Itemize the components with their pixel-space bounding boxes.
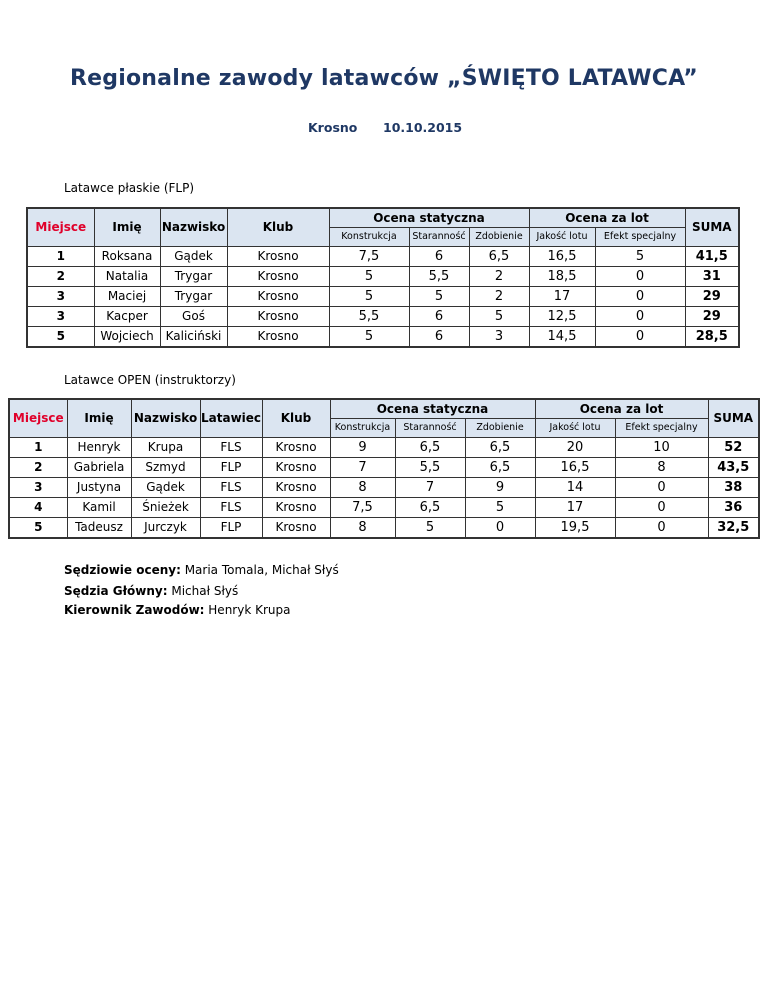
table-row <box>27 326 739 347</box>
header-jakosc-lotu: Jakość lotu <box>529 227 595 246</box>
table-row <box>9 457 759 477</box>
header-suma: SUMA <box>708 399 759 437</box>
header-suma: SUMA <box>685 208 739 246</box>
cell-suma: 41,5 <box>685 246 739 266</box>
cell-efekt-specjalny: 10 <box>615 437 708 457</box>
header-miejsce: Miejsce <box>27 208 94 246</box>
header-miejsce: Miejsce <box>9 399 67 437</box>
cell-konstrukcja: 8 <box>330 517 395 538</box>
header-starannosc: Staranność <box>395 418 465 437</box>
cell-klub: Krosno <box>262 457 330 477</box>
cell-efekt-specjalny: 0 <box>595 286 685 306</box>
cell-suma: 52 <box>708 437 759 457</box>
cell-nazwisko: Śnieżek <box>131 497 200 517</box>
cell-konstrukcja: 5 <box>329 286 409 306</box>
cell-latawiec: FLP <box>200 517 262 538</box>
cell-zdobienie: 6,5 <box>469 246 529 266</box>
cell-starannosc: 7 <box>395 477 465 497</box>
cell-imie: Kamil <box>67 497 131 517</box>
header-klub: Klub <box>227 208 329 246</box>
cell-starannosc: 6,5 <box>395 437 465 457</box>
cell-starannosc: 5,5 <box>409 266 469 286</box>
cell-klub: Krosno <box>227 306 329 326</box>
cell-miejsce: 1 <box>9 437 67 457</box>
header-ocena-statyczna: Ocena statyczna <box>330 399 535 418</box>
cell-nazwisko: Gądek <box>131 477 200 497</box>
director-label: Kierownik Zawodów: <box>64 603 205 617</box>
cell-miejsce: 2 <box>9 457 67 477</box>
cell-nazwisko: Jurczyk <box>131 517 200 538</box>
cell-latawiec: FLS <box>200 497 262 517</box>
cell-zdobienie: 2 <box>469 266 529 286</box>
cell-suma: 29 <box>685 286 739 306</box>
header-ocena-statyczna: Ocena statyczna <box>329 208 529 227</box>
cell-konstrukcja: 8 <box>330 477 395 497</box>
cell-efekt-specjalny: 0 <box>615 497 708 517</box>
cell-jakosc-lotu: 18,5 <box>529 266 595 286</box>
cell-konstrukcja: 5 <box>329 326 409 347</box>
cell-miejsce: 3 <box>9 477 67 497</box>
cell-jakosc-lotu: 12,5 <box>529 306 595 326</box>
header-nazwisko: Nazwisko <box>131 399 200 437</box>
header-latawiec: Latawiec <box>200 399 262 437</box>
table-row <box>9 497 759 517</box>
cell-efekt-specjalny: 0 <box>615 517 708 538</box>
table-row <box>9 477 759 497</box>
director-line <box>64 603 290 617</box>
cell-zdobienie: 3 <box>469 326 529 347</box>
judges-value: Maria Tomala, Michał Słyś <box>180 563 339 577</box>
cell-zdobienie: 5 <box>465 497 535 517</box>
cell-jakosc-lotu: 14 <box>535 477 615 497</box>
cell-klub: Krosno <box>262 437 330 457</box>
cell-klub: Krosno <box>262 477 330 497</box>
cell-miejsce: 1 <box>27 246 94 266</box>
event-date: 10.10.2015 <box>383 120 463 135</box>
cell-imie: Gabriela <box>67 457 131 477</box>
cell-miejsce: 5 <box>9 517 67 538</box>
table-row <box>27 306 739 326</box>
page-title: Regionalne zawody latawców „ŚWIĘTO LATAWCA” <box>70 66 698 91</box>
cell-jakosc-lotu: 16,5 <box>529 246 595 266</box>
cell-imie: Justyna <box>67 477 131 497</box>
cell-konstrukcja: 7 <box>330 457 395 477</box>
results-table-open <box>8 398 760 539</box>
cell-zdobienie: 2 <box>469 286 529 306</box>
section-label-flp: Latawce płaskie (FLP) <box>64 181 195 195</box>
table-row <box>27 286 739 306</box>
cell-zdobienie: 6,5 <box>465 437 535 457</box>
cell-jakosc-lotu: 17 <box>529 286 595 306</box>
cell-konstrukcja: 5 <box>329 266 409 286</box>
cell-imie: Henryk <box>67 437 131 457</box>
cell-latawiec: FLS <box>200 437 262 457</box>
cell-starannosc: 5,5 <box>395 457 465 477</box>
header-ocena-za-lot: Ocena za lot <box>529 208 685 227</box>
cell-efekt-specjalny: 0 <box>615 477 708 497</box>
chief-judge-value: Michał Słyś <box>167 584 239 598</box>
cell-efekt-specjalny: 5 <box>595 246 685 266</box>
cell-miejsce: 3 <box>27 286 94 306</box>
cell-efekt-specjalny: 0 <box>595 326 685 347</box>
cell-nazwisko: Krupa <box>131 437 200 457</box>
cell-jakosc-lotu: 19,5 <box>535 517 615 538</box>
cell-suma: 38 <box>708 477 759 497</box>
cell-nazwisko: Goś <box>160 306 227 326</box>
judges-label: Sędziowie oceny: <box>64 563 181 577</box>
director-value: Henryk Krupa <box>204 603 291 617</box>
cell-klub: Krosno <box>262 497 330 517</box>
cell-konstrukcja: 9 <box>330 437 395 457</box>
cell-starannosc: 6 <box>409 306 469 326</box>
chief-judge-line <box>64 584 238 598</box>
header-zdobienie: Zdobienie <box>465 418 535 437</box>
header-konstrukcja: Konstrukcja <box>330 418 395 437</box>
cell-klub: Krosno <box>227 326 329 347</box>
cell-suma: 32,5 <box>708 517 759 538</box>
header-jakosc-lotu: Jakość lotu <box>535 418 615 437</box>
cell-starannosc: 5 <box>409 286 469 306</box>
cell-zdobienie: 5 <box>469 306 529 326</box>
cell-jakosc-lotu: 14,5 <box>529 326 595 347</box>
header-efekt-specjalny: Efekt specjalny <box>615 418 708 437</box>
cell-klub: Krosno <box>227 246 329 266</box>
event-city: Krosno <box>308 120 358 135</box>
cell-starannosc: 6 <box>409 326 469 347</box>
header-zdobienie: Zdobienie <box>469 227 529 246</box>
cell-latawiec: FLP <box>200 457 262 477</box>
table-row <box>27 266 739 286</box>
cell-efekt-specjalny: 8 <box>615 457 708 477</box>
cell-jakosc-lotu: 16,5 <box>535 457 615 477</box>
cell-jakosc-lotu: 17 <box>535 497 615 517</box>
header-ocena-za-lot: Ocena za lot <box>535 399 708 418</box>
cell-klub: Krosno <box>227 266 329 286</box>
cell-nazwisko: Trygar <box>160 286 227 306</box>
cell-suma: 31 <box>685 266 739 286</box>
cell-efekt-specjalny: 0 <box>595 306 685 326</box>
cell-miejsce: 5 <box>27 326 94 347</box>
cell-imie: Roksana <box>94 246 160 266</box>
cell-imie: Tadeusz <box>67 517 131 538</box>
section-label-open: Latawce OPEN (instruktorzy) <box>64 373 236 387</box>
header-imie: Imię <box>67 399 131 437</box>
cell-efekt-specjalny: 0 <box>595 266 685 286</box>
cell-konstrukcja: 7,5 <box>330 497 395 517</box>
cell-konstrukcja: 5,5 <box>329 306 409 326</box>
judges-line <box>64 563 339 577</box>
cell-imie: Wojciech <box>94 326 160 347</box>
header-klub: Klub <box>262 399 330 437</box>
cell-imie: Maciej <box>94 286 160 306</box>
cell-zdobienie: 0 <box>465 517 535 538</box>
header-imie: Imię <box>94 208 160 246</box>
cell-suma: 29 <box>685 306 739 326</box>
cell-suma: 43,5 <box>708 457 759 477</box>
cell-klub: Krosno <box>262 517 330 538</box>
cell-nazwisko: Trygar <box>160 266 227 286</box>
cell-zdobienie: 9 <box>465 477 535 497</box>
cell-zdobienie: 6,5 <box>465 457 535 477</box>
cell-nazwisko: Gądek <box>160 246 227 266</box>
header-konstrukcja: Konstrukcja <box>329 227 409 246</box>
cell-konstrukcja: 7,5 <box>329 246 409 266</box>
cell-suma: 36 <box>708 497 759 517</box>
cell-nazwisko: Szmyd <box>131 457 200 477</box>
header-efekt-specjalny: Efekt specjalny <box>595 227 685 246</box>
cell-imie: Natalia <box>94 266 160 286</box>
table-row <box>9 437 759 457</box>
table-row <box>9 517 759 538</box>
chief-judge-label: Sędzia Główny: <box>64 584 168 598</box>
header-nazwisko: Nazwisko <box>160 208 227 246</box>
cell-nazwisko: Kaliciński <box>160 326 227 347</box>
cell-klub: Krosno <box>227 286 329 306</box>
cell-suma: 28,5 <box>685 326 739 347</box>
cell-miejsce: 4 <box>9 497 67 517</box>
cell-miejsce: 3 <box>27 306 94 326</box>
cell-miejsce: 2 <box>27 266 94 286</box>
cell-starannosc: 5 <box>395 517 465 538</box>
results-table-flp <box>26 207 740 348</box>
table-row <box>27 246 739 266</box>
cell-jakosc-lotu: 20 <box>535 437 615 457</box>
cell-starannosc: 6 <box>409 246 469 266</box>
cell-imie: Kacper <box>94 306 160 326</box>
cell-starannosc: 6,5 <box>395 497 465 517</box>
cell-latawiec: FLS <box>200 477 262 497</box>
header-starannosc: Staranność <box>409 227 469 246</box>
